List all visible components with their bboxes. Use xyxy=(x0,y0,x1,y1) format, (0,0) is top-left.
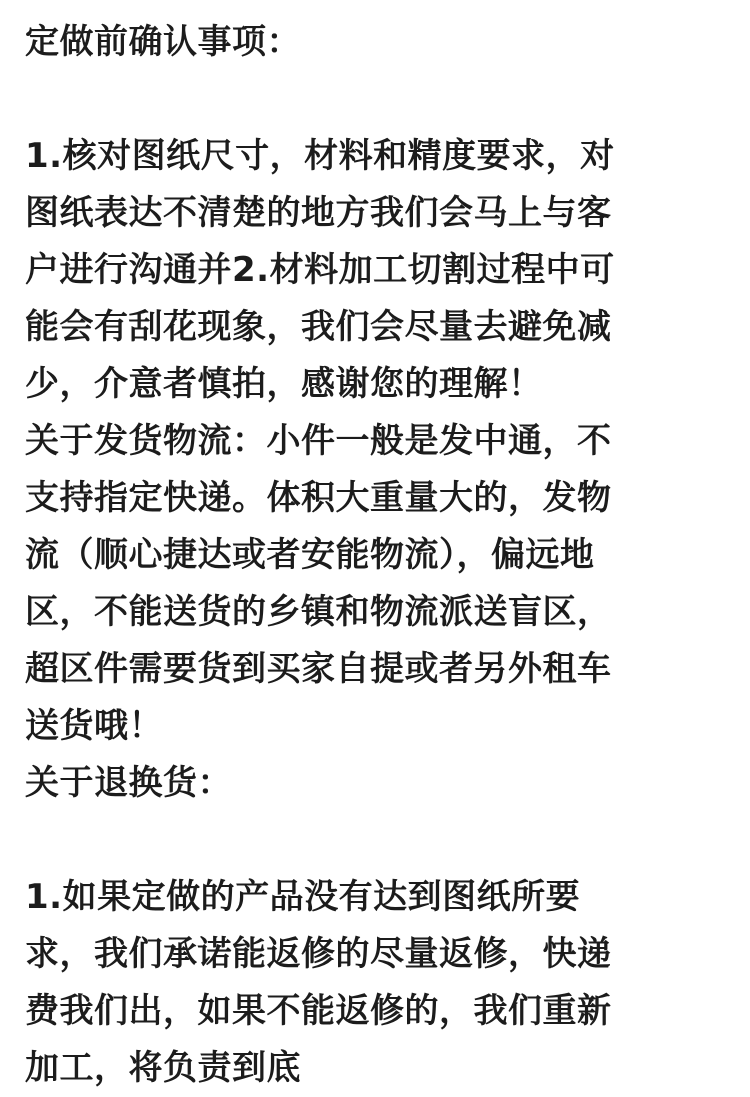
document-heading: 定做前确认事项： xyxy=(25,22,301,62)
logistics-line: 关于发货物流：小件一般是发中通，不 xyxy=(25,421,612,461)
logistics-line: 流（顺心捷达或者安能物流），偏远地 xyxy=(25,535,595,575)
section1-line: 图纸表达不清楚的地方我们会马上与客 xyxy=(25,193,612,233)
returns-heading: 关于退换货： xyxy=(25,763,232,803)
section1-line: 1.核对图纸尺寸，材料和精度要求，对 xyxy=(25,136,615,176)
blank-line xyxy=(25,71,725,128)
logistics-line: 区，不能送货的乡镇和物流派送盲区， xyxy=(25,592,612,632)
logistics-line: 支持指定快递。体积大重量大的，发物 xyxy=(25,478,612,518)
logistics-line: 超区件需要货到买家自提或者另外租车 xyxy=(25,649,612,689)
blank-line xyxy=(25,812,725,869)
returns-line: 加工，将负责到底 xyxy=(25,1048,301,1088)
section1-line: 少，介意者慎拍，感谢您的理解！ xyxy=(25,364,543,404)
section1-line: 能会有刮花现象，我们会尽量去避免减 xyxy=(25,307,612,347)
returns-line: 求，我们承诺能返修的尽量返修，快递 xyxy=(25,934,612,974)
returns-line: 费我们出，如果不能返修的，我们重新 xyxy=(25,991,612,1031)
section1-line: 户进行沟通并2.材料加工切割过程中可 xyxy=(25,250,615,290)
returns-line: 1.如果定做的产品没有达到图纸所要 xyxy=(25,877,581,917)
document-body xyxy=(25,14,725,1097)
logistics-line: 送货哦！ xyxy=(25,706,163,746)
